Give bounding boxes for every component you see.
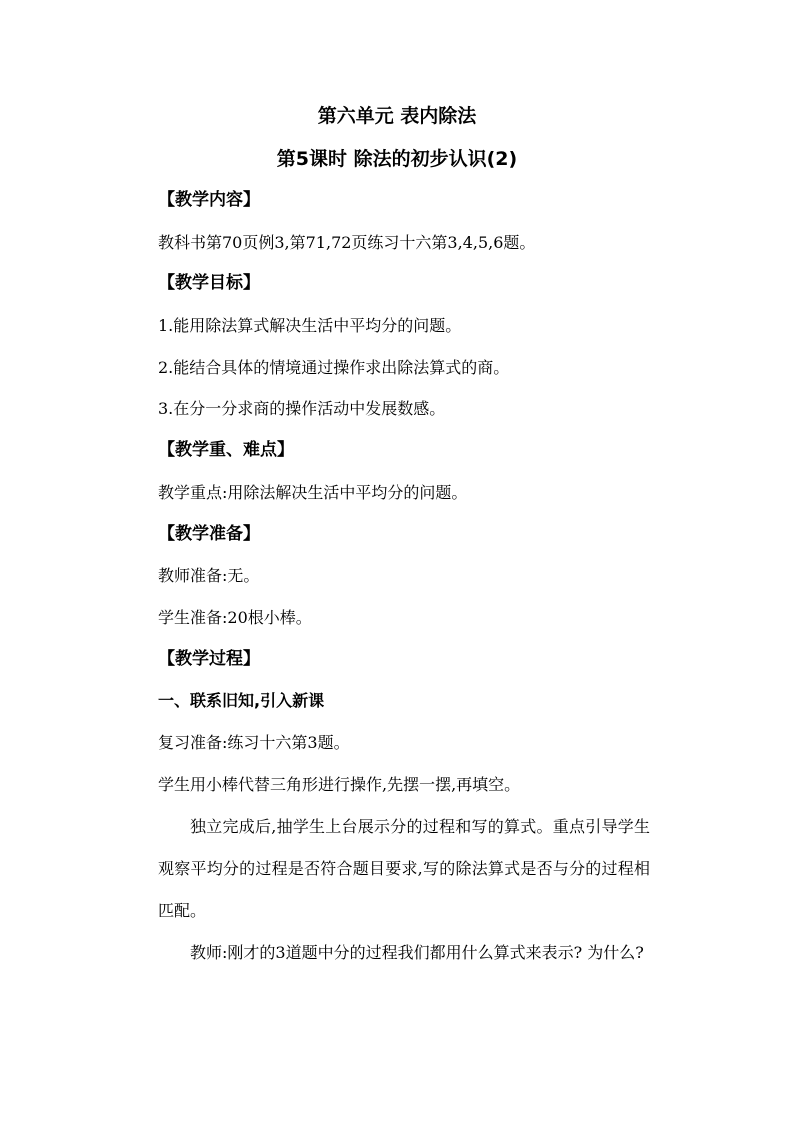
unit-title: 第六单元 表内除法 [317,105,477,127]
teaching-goal-1: 1.能用除法算式解决生活中平均分的问题。 [158,316,462,335]
teacher-prep-text: 教师准备:无。 [158,566,260,585]
paragraph-1: 独立完成后,抽学生上台展示分的过程和写的算式。重点引导学生观察平均分的过程是否符合题目要求,写的除法算式是否与分的过程相匹配。 [158,817,650,920]
activity-text: 学生用小棒代替三角形进行操作,先摆一摆,再填空。 [158,775,521,794]
lesson-title: 第5课时 除法的初步认识(2) [276,148,518,170]
teaching-process-heading: 【教学过程】 [158,649,260,669]
paragraph-2: 教师:刚才的3道题中分的过程我们都用什么算式来表示? 为什么? [190,943,644,962]
student-prep-text: 学生准备:20根小棒。 [158,608,312,627]
review-text: 复习准备:练习十六第3题。 [158,733,350,752]
key-points-text: 教学重点:用除法解决生活中平均分的问题。 [158,483,468,502]
step-1-heading: 一、联系旧知,引入新课 [158,691,325,710]
teaching-prep-heading: 【教学准备】 [158,524,260,544]
teaching-goals-heading: 【教学目标】 [158,273,260,293]
teaching-content-heading: 【教学内容】 [158,190,260,210]
key-points-heading: 【教学重、难点】 [158,440,294,460]
teaching-content-text: 教科书第70页例3,第71,72页练习十六第3,4,5,6题。 [158,233,536,252]
teaching-goal-3: 3.在分一分求商的操作活动中发展数感。 [158,399,446,418]
teaching-goal-2: 2.能结合具体的情境通过操作求出除法算式的商。 [158,358,510,377]
